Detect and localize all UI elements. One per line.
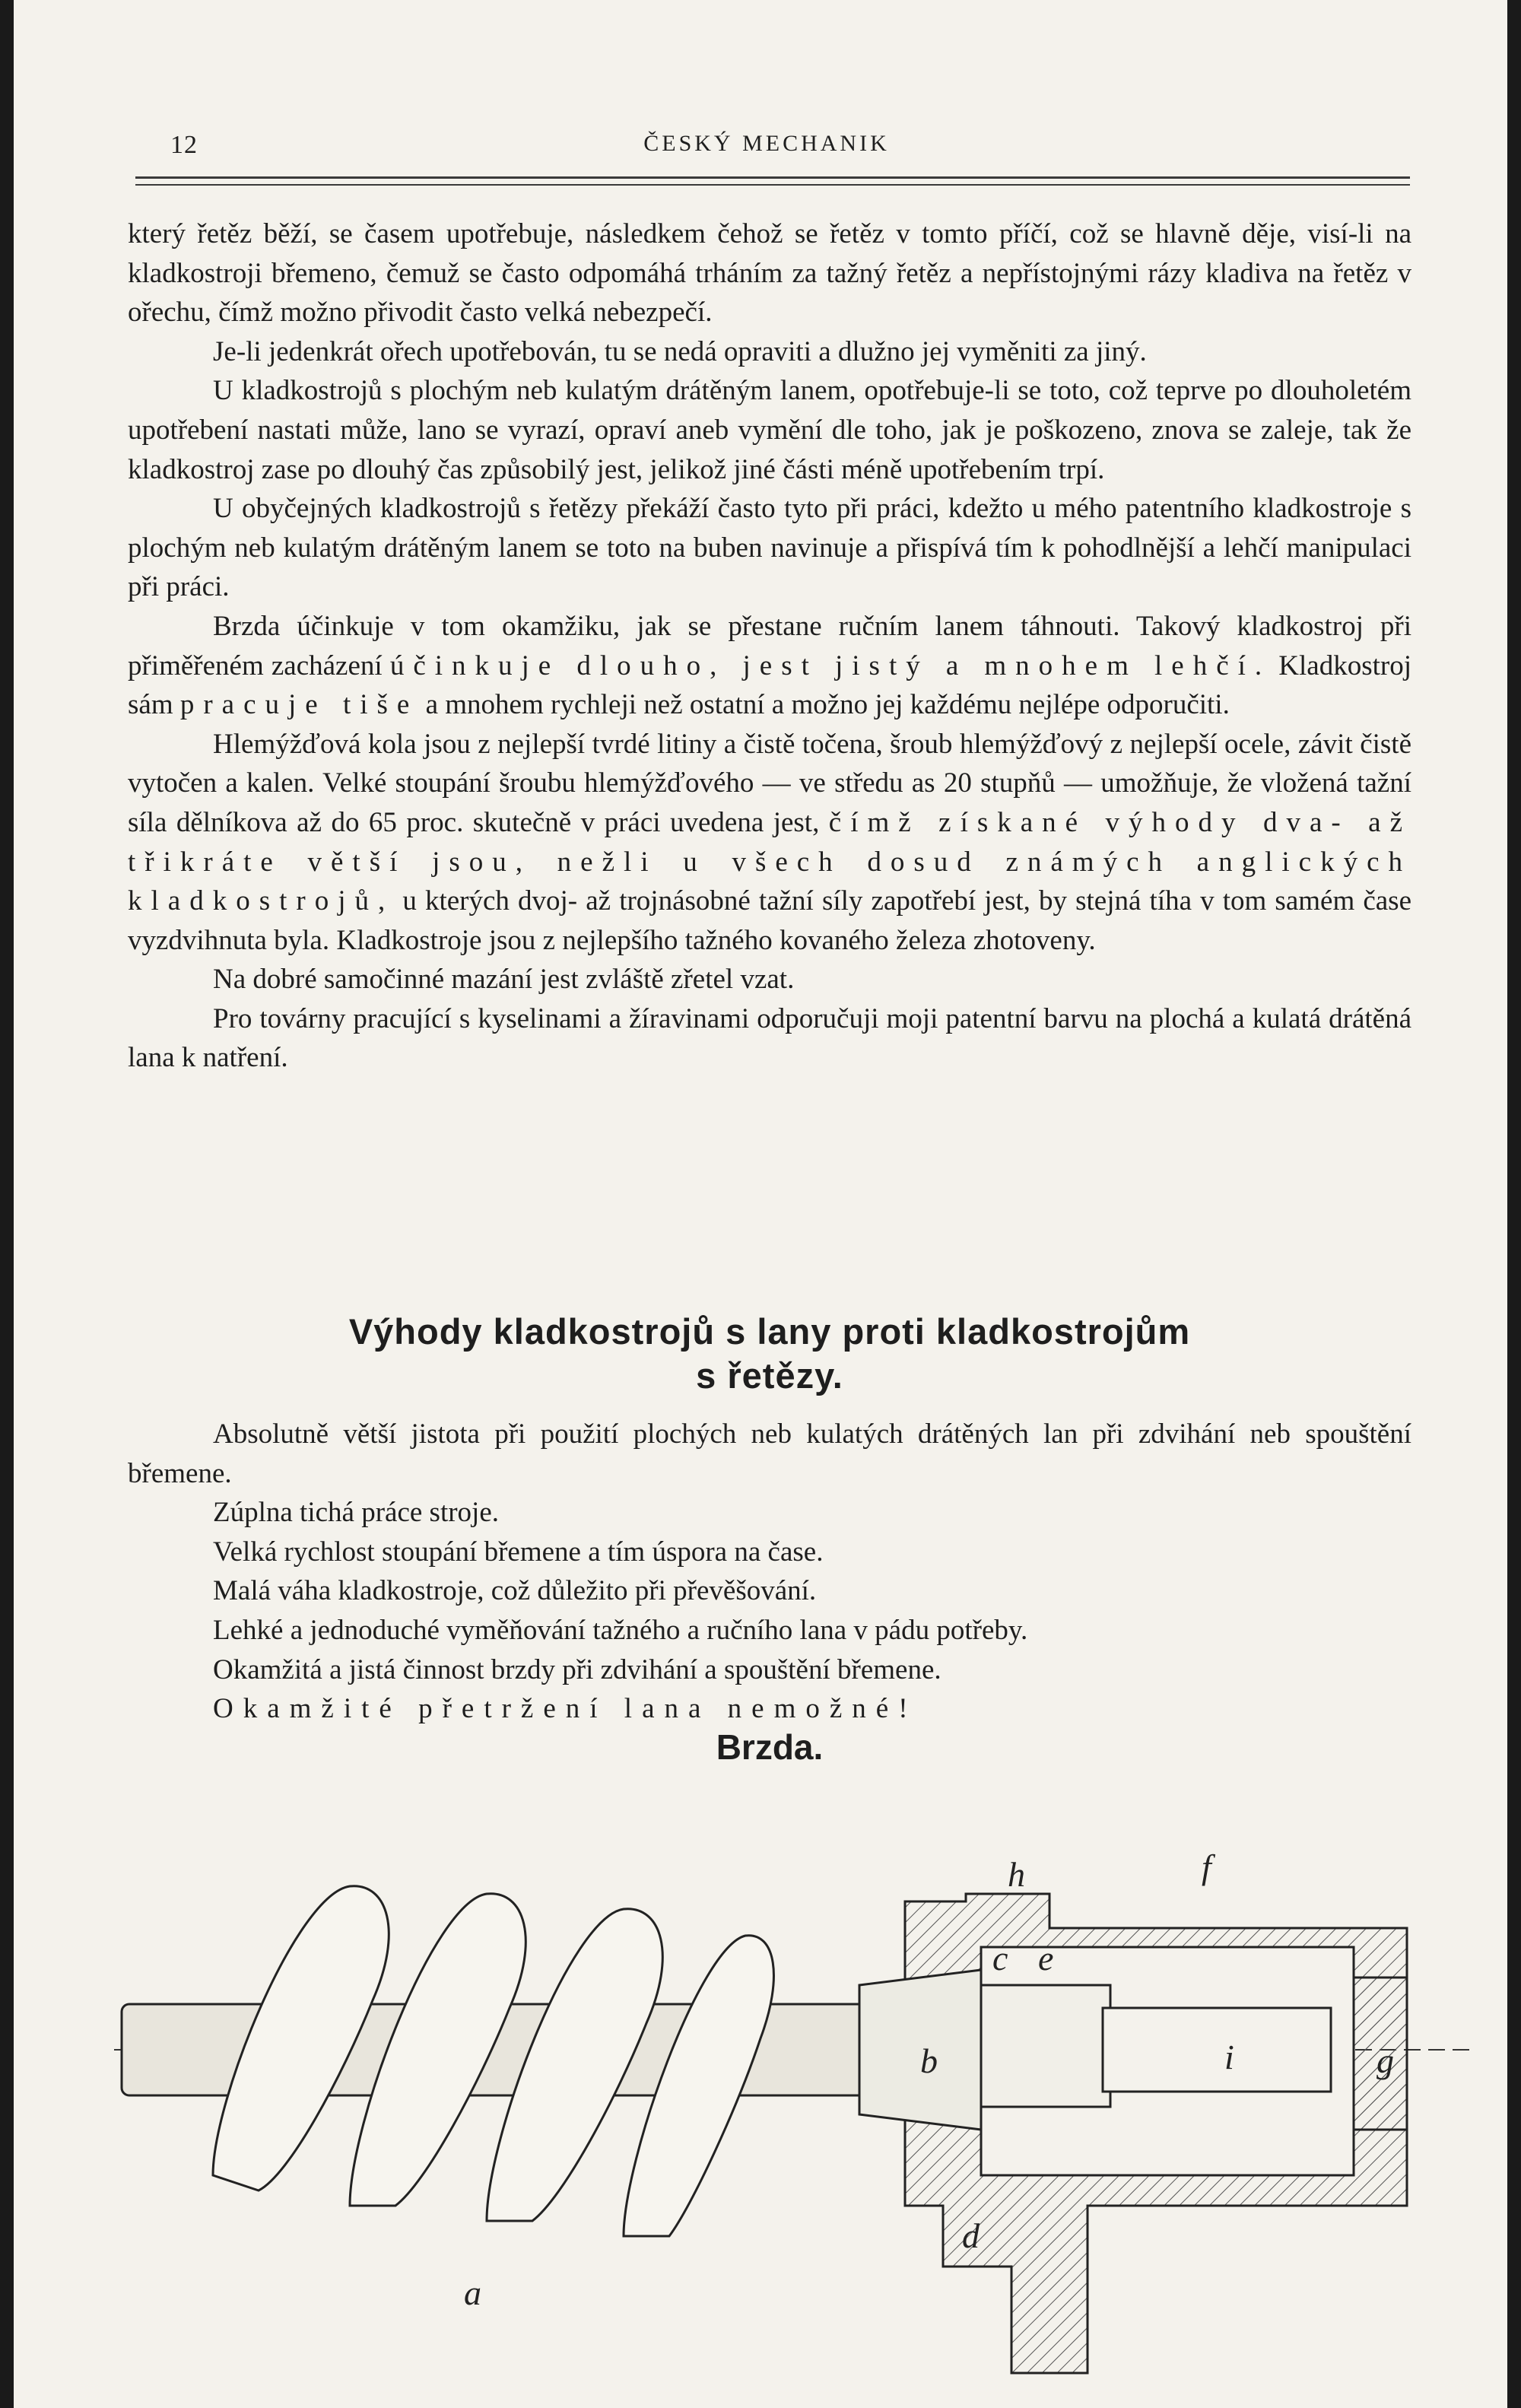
label-d: d [962, 2216, 980, 2255]
label-e: e [1038, 1939, 1054, 1978]
spaced-emphasis: pracuje tiše [179, 689, 419, 721]
spaced-emphasis: účinkuje dlouho, jest jistý a mnohem lehčí. [389, 650, 1272, 681]
label-g: g [1377, 2041, 1394, 2080]
spaced-emphasis: čímž získané výhody dva- až třikráte větší jsou, nežli u všech dosud známých anglických kladkostrojů, [128, 806, 1412, 917]
figure-title: Brzda. [716, 1727, 824, 1767]
paragraph: Na dobré samočinné mazání jest zvláště zřetel vzat. [213, 964, 795, 996]
section-heading-line: s řetězy. [696, 1355, 843, 1396]
paragraph: Je-li jedenkrát ořech upotřebován, tu se nedá opraviti a dlužno jej vyměniti za jiný. [213, 335, 1147, 367]
brake-figure [99, 1780, 1483, 2388]
running-title: ČESKÝ MECHANIK [643, 131, 890, 156]
label-h: h [1008, 1855, 1025, 1894]
paragraph [128, 725, 1411, 961]
list-item: Okamžitá a jistá činnost brzdy při zdvihání a spouštění břemene. [213, 1654, 941, 1685]
body-text [128, 214, 1411, 1078]
text-run: a mnohem rychleji než ostatní a možno jej každému nejlépe odporučiti. [425, 689, 1230, 721]
text-run: u kterých dvoj- až trojnásobné tažní síly zapotřebí jest, by stejná tíha v tom samém čase vyzdvihnuta byla. Kladkostroje jsou z nejlepšího tažného kovaného železa zhotoveny. [128, 885, 1412, 956]
section-heading [128, 1310, 1411, 1398]
paragraph: který řetěz běží, se časem upotřebuje, následkem čehož se řetěz v tomto příčí, což se hlavně děje, visí-li na kladkostroji břemeno, čemuž se často odpomáhá trháním za tažný řetěz a nepřístojnými rázy kladiva na řetěz v ořechu, čímž možno přivodit často velká nebezpečí. [128, 218, 1411, 329]
label-b: b [920, 2041, 938, 2080]
page-header [128, 131, 1405, 164]
list-item: Velká rychlost stoupání břemene a tím úspora na čase. [213, 1536, 824, 1568]
list-item: Okamžité přetržení lana nemožné! [213, 1693, 918, 1725]
label-f: f [1202, 1847, 1211, 1886]
inner-shaft [1103, 2008, 1331, 2092]
sleeve [981, 1985, 1110, 2107]
text-run: Hlemýžďová kola jsou z nejlepší tvrdé litiny a čistě točena, šroub hlemýžďový z nejlepší ocele, závit čistě vytočen a kalen. Velké stoupání šroubu hlemýžďového — ve středu as 20 stupňů — umožňuje, že vložená tažní síla dělníkova až do 65 proc. skutečně v práci uvedena jest, [128, 728, 1411, 838]
label-i: i [1224, 2038, 1234, 2076]
advantages-list [128, 1415, 1411, 1729]
paragraph [128, 607, 1411, 725]
section-heading-line: Výhody kladkostrojů s lany proti kladkostrojům [348, 1311, 1191, 1352]
paragraph: U obyčejných kladkostrojů s řetězy překáží často tyto při práci, kdežto u mého patentního kladkostroje s plochým neb kulatým drátěným lanem se toto na buben navinuje a přispívá tím k pohodlnější a lehčí manipulaci při práci. [128, 493, 1411, 603]
paragraph: U kladkostrojů s plochým neb kulatým drátěným lanem, opotřebuje-li se toto, což teprve po dlouholetém upotřebení nastati může, lano se vyrazí, opraví aneb vymění dle toho, jak je poškozeno, znova se zaleje, tak že kladkostroj zase po dlouhý čas způsobilý jest, jelikož jiné části méně upotřebením trpí. [128, 375, 1411, 485]
paragraph: Pro továrny pracující s kyselinami a žíravinami odporučuji moji patentní barvu na plochá a kulatá drátěná lana k natření. [128, 1002, 1411, 1074]
text-run: Brzda účinkuje v tom okamžiku, jak se přestane ručním lanem táhnouti. Takový kladkostroj při přiměřeném zacházení [128, 610, 1411, 681]
header-rule-thin [135, 184, 1410, 186]
text-run: Kladkostroj sám [128, 650, 1411, 721]
list-item: Malá váha kladkostroje, což důležito při převěšování. [213, 1575, 817, 1607]
label-c: c [992, 1939, 1008, 1978]
list-item: Lehké a jednoduché vyměňování tažného a ručního lana v pádu potřeby. [213, 1614, 1028, 1646]
list-item: Absolutně větší jistota při použití plochých neb kulatých drátěných lan při zdvihání neb spouštění břemene. [128, 1418, 1411, 1489]
label-a: a [464, 2273, 481, 2312]
list-item: Zúplna tichá práce stroje. [213, 1497, 499, 1529]
header-rule [135, 176, 1410, 179]
page-number: 12 [170, 131, 198, 159]
